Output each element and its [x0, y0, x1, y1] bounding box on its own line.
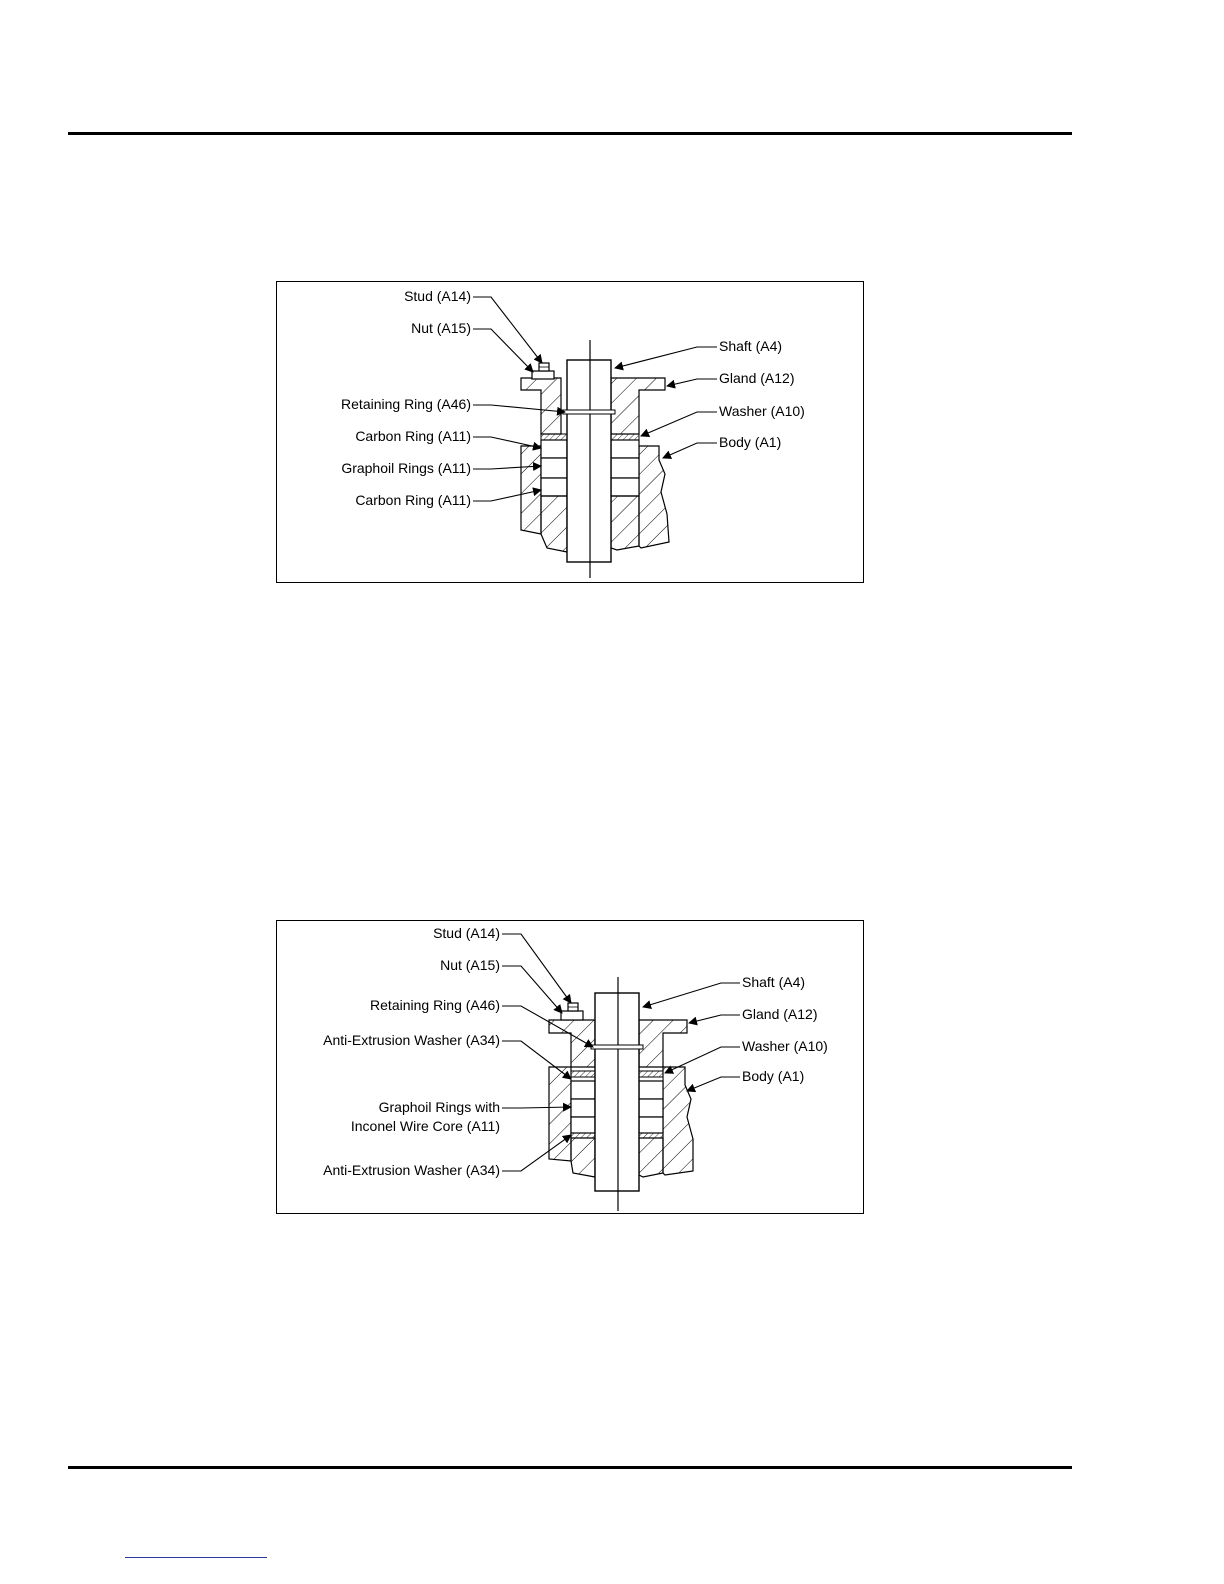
leader-washer: [641, 412, 717, 436]
label-carbon-ring-bottom: Carbon Ring (A11): [355, 492, 471, 508]
gland-left: [521, 378, 561, 434]
label-body: Body (A1): [719, 434, 782, 450]
label-stud: Stud (A14): [433, 925, 500, 941]
graphoil-rings-right-1: [639, 1081, 663, 1099]
label-shaft: Shaft (A4): [719, 338, 783, 354]
shaft: [567, 360, 611, 562]
retaining-ring: [563, 410, 615, 414]
washer-left: [541, 434, 567, 440]
leader-gland: [689, 1015, 740, 1023]
gland-right: [639, 1020, 687, 1067]
graphoil-rings-left-2: [571, 1099, 595, 1117]
label-nut: Nut (A15): [440, 957, 500, 973]
anti-extrusion-bottom-right: [639, 1133, 663, 1138]
leader-shaft: [643, 983, 740, 1007]
label-washer: Washer (A10): [742, 1038, 828, 1054]
label-graphoil-line2: Inconel Wire Core (A11): [350, 1118, 500, 1134]
body-right: [639, 446, 669, 548]
label-washer: Washer (A10): [719, 403, 805, 419]
graphoil-rings-left-1: [571, 1081, 595, 1099]
label-stud: Stud (A14): [404, 288, 471, 304]
label-anti-extrusion-bottom: Anti-Extrusion Washer (A34): [323, 1162, 500, 1178]
leader-body: [687, 1077, 740, 1091]
header-rule: [68, 132, 1072, 135]
graphoil-rings-right-3: [639, 1117, 663, 1133]
body-left: [549, 1067, 571, 1161]
carbon-ring-bottom-right: [611, 478, 639, 496]
label-nut: Nut (A15): [411, 320, 471, 336]
leader-stud: [502, 934, 571, 1003]
label-graphoil-line1: Graphoil Rings with: [378, 1099, 500, 1115]
washer-left: [571, 1071, 595, 1077]
footer-rule: [68, 1466, 1072, 1469]
anti-extrusion-bottom-left: [571, 1133, 595, 1138]
body-left: [521, 446, 541, 534]
leader-body: [663, 443, 717, 458]
packing-diagram-1-svg: [277, 282, 864, 583]
packing-diagram-carbon-rings: [276, 281, 864, 583]
label-body: Body (A1): [742, 1068, 805, 1084]
label-anti-extrusion-top: Anti-Extrusion Washer (A34): [323, 1032, 500, 1048]
washer-right: [611, 434, 639, 440]
leader-gland: [667, 379, 717, 386]
graphoil-rings-right: [611, 458, 639, 478]
label-gland: Gland (A12): [719, 370, 795, 386]
graphoil-rings-left-3: [571, 1117, 595, 1133]
leader-shaft: [615, 347, 717, 368]
carbon-ring-top-left: [541, 440, 567, 458]
graphoil-rings-right-2: [639, 1099, 663, 1117]
shaft: [595, 993, 639, 1191]
nut: [561, 1011, 583, 1020]
washer-right: [639, 1071, 663, 1077]
gland-right: [611, 378, 665, 434]
label-gland: Gland (A12): [742, 1006, 818, 1022]
label-retaining-ring: Retaining Ring (A46): [341, 396, 471, 412]
carbon-ring-bottom-left: [541, 478, 567, 496]
packing-diagram-2-svg: [277, 921, 864, 1214]
footer-link-underline[interactable]: [125, 1557, 267, 1558]
body-right: [663, 1067, 693, 1175]
label-graphoil-rings: Graphoil Rings (A11): [341, 460, 471, 476]
label-shaft: Shaft (A4): [742, 974, 806, 990]
carbon-ring-top-right: [611, 440, 639, 458]
retaining-ring: [591, 1045, 643, 1049]
label-carbon-ring-top: Carbon Ring (A11): [355, 428, 471, 444]
packing-diagram-anti-extrusion: [276, 920, 864, 1214]
label-retaining-ring: Retaining Ring (A46): [370, 997, 500, 1013]
gland-left: [549, 1020, 595, 1067]
leader-stud: [473, 297, 542, 363]
nut: [532, 371, 554, 379]
graphoil-rings-left: [541, 458, 567, 478]
leader-nut: [473, 329, 533, 372]
